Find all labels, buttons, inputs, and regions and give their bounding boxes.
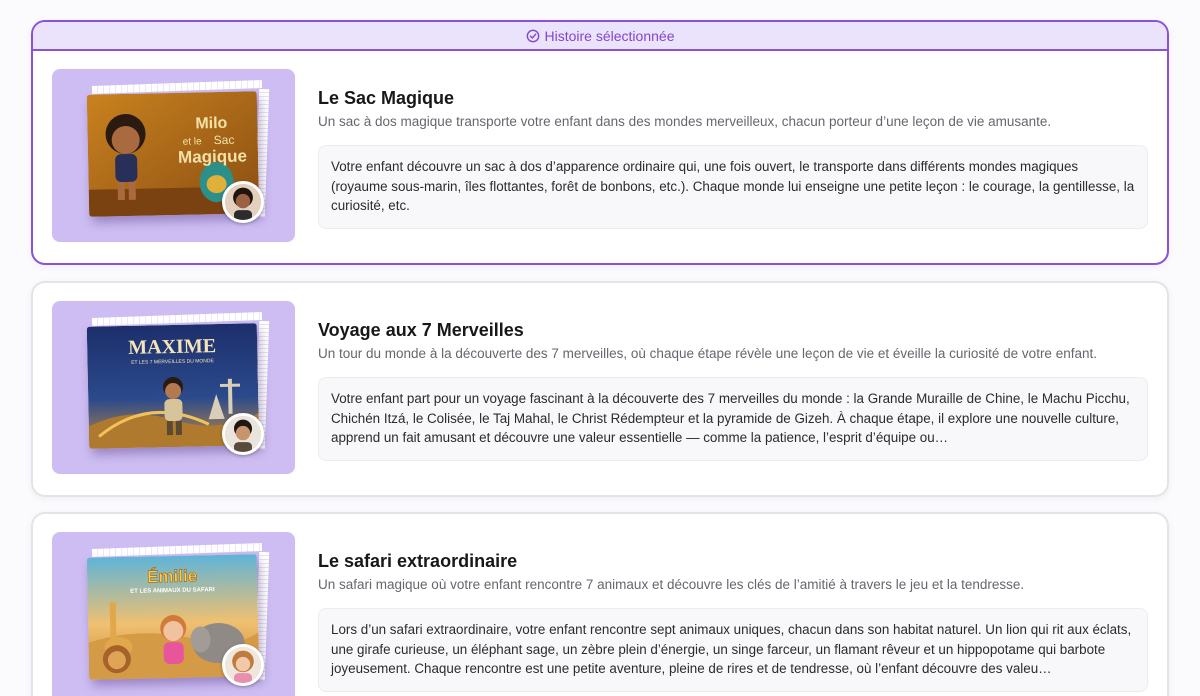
story-subtitle: Un tour du monde à la découverte des 7 merveilles, où chaque étape révèle une leçon de vie et éveille la curiosité de votre enfant. [318,346,1097,361]
story-title: Le Sac Magique [318,88,455,108]
child-avatar [222,644,264,686]
check-circle-icon [526,29,540,43]
cover-child-name: Émilie [146,566,198,587]
story-cover-thumbnail [52,532,295,696]
cover-line-2: et le [182,136,202,148]
story-title: Voyage aux 7 Merveilles [318,320,524,340]
story-cover-thumbnail [52,301,295,474]
cover-line-2: ET LES 7 MERVEILLES DU MONDE [131,358,214,366]
cover-child-name: MAXIME [128,335,217,359]
story-title: Le safari extraordinaire [318,551,518,571]
story-subtitle: Un sac à dos magique transporte votre enfant dans des mondes merveilleux, chacun porteur d’une leçon de vie amusante. [318,114,1052,129]
cover-line-2: ET LES ANIMAUX DU SAFARI [130,587,215,595]
cover-child-name: Milo [195,114,228,133]
selected-story-label: Histoire sélectionnée [544,27,675,44]
story-card-7-merveilles[interactable] [31,281,1169,497]
story-description: Votre enfant découvre un sac à dos d’apparence ordinaire qui, une fois ouvert, le transporte dans différents mondes magiques (royaume sous-marin, îles flottantes, forêt de bonbons, etc.). Chaque monde lui enseigne une petite leçon : le courage, la gentillesse, la curiosité, etc. [318,145,1148,229]
cover-line-4: Magique [177,146,248,167]
cover-line-3: Sac [213,132,235,148]
story-description: Lors d’un safari extraordinaire, votre enfant rencontre sept animaux uniques, chacun dans son habitat naturel. Un lion qui rit aux éclats, une girafe curieuse, un éléphant sage, un zèbre plein d’énergie, un singe farceur, un flamant rêveur et un hippopotame qui barbote joyeusement. Chaque rencontre est une petite aventure, pleine de rires et de tendresse, où l’enfant découvre des valeu… [318,608,1148,692]
child-avatar [222,181,264,223]
selected-story-banner [33,22,1167,51]
child-avatar [222,413,264,455]
story-card-sac-magique[interactable] [31,20,1169,265]
story-cover-thumbnail [52,69,295,242]
story-description: Votre enfant part pour un voyage fascinant à la découverte des 7 merveilles du monde : la Grande Muraille de Chine, le Machu Picchu, Chichén Itzá, le Colisée, le Taj Mahal, le Christ Rédempteur et la pyramide de Gizeh. À chaque étape, il explore une nouvelle culture, apprend un fait amusant et découvre une valeur essentielle — comme la patience, l’esprit d’équipe ou… [318,377,1148,461]
story-card-safari[interactable] [31,512,1169,696]
story-subtitle: Un safari magique où votre enfant rencontre 7 animaux et découvre les clés de l’amitié à travers le jeu et la tendresse. [318,577,1025,592]
